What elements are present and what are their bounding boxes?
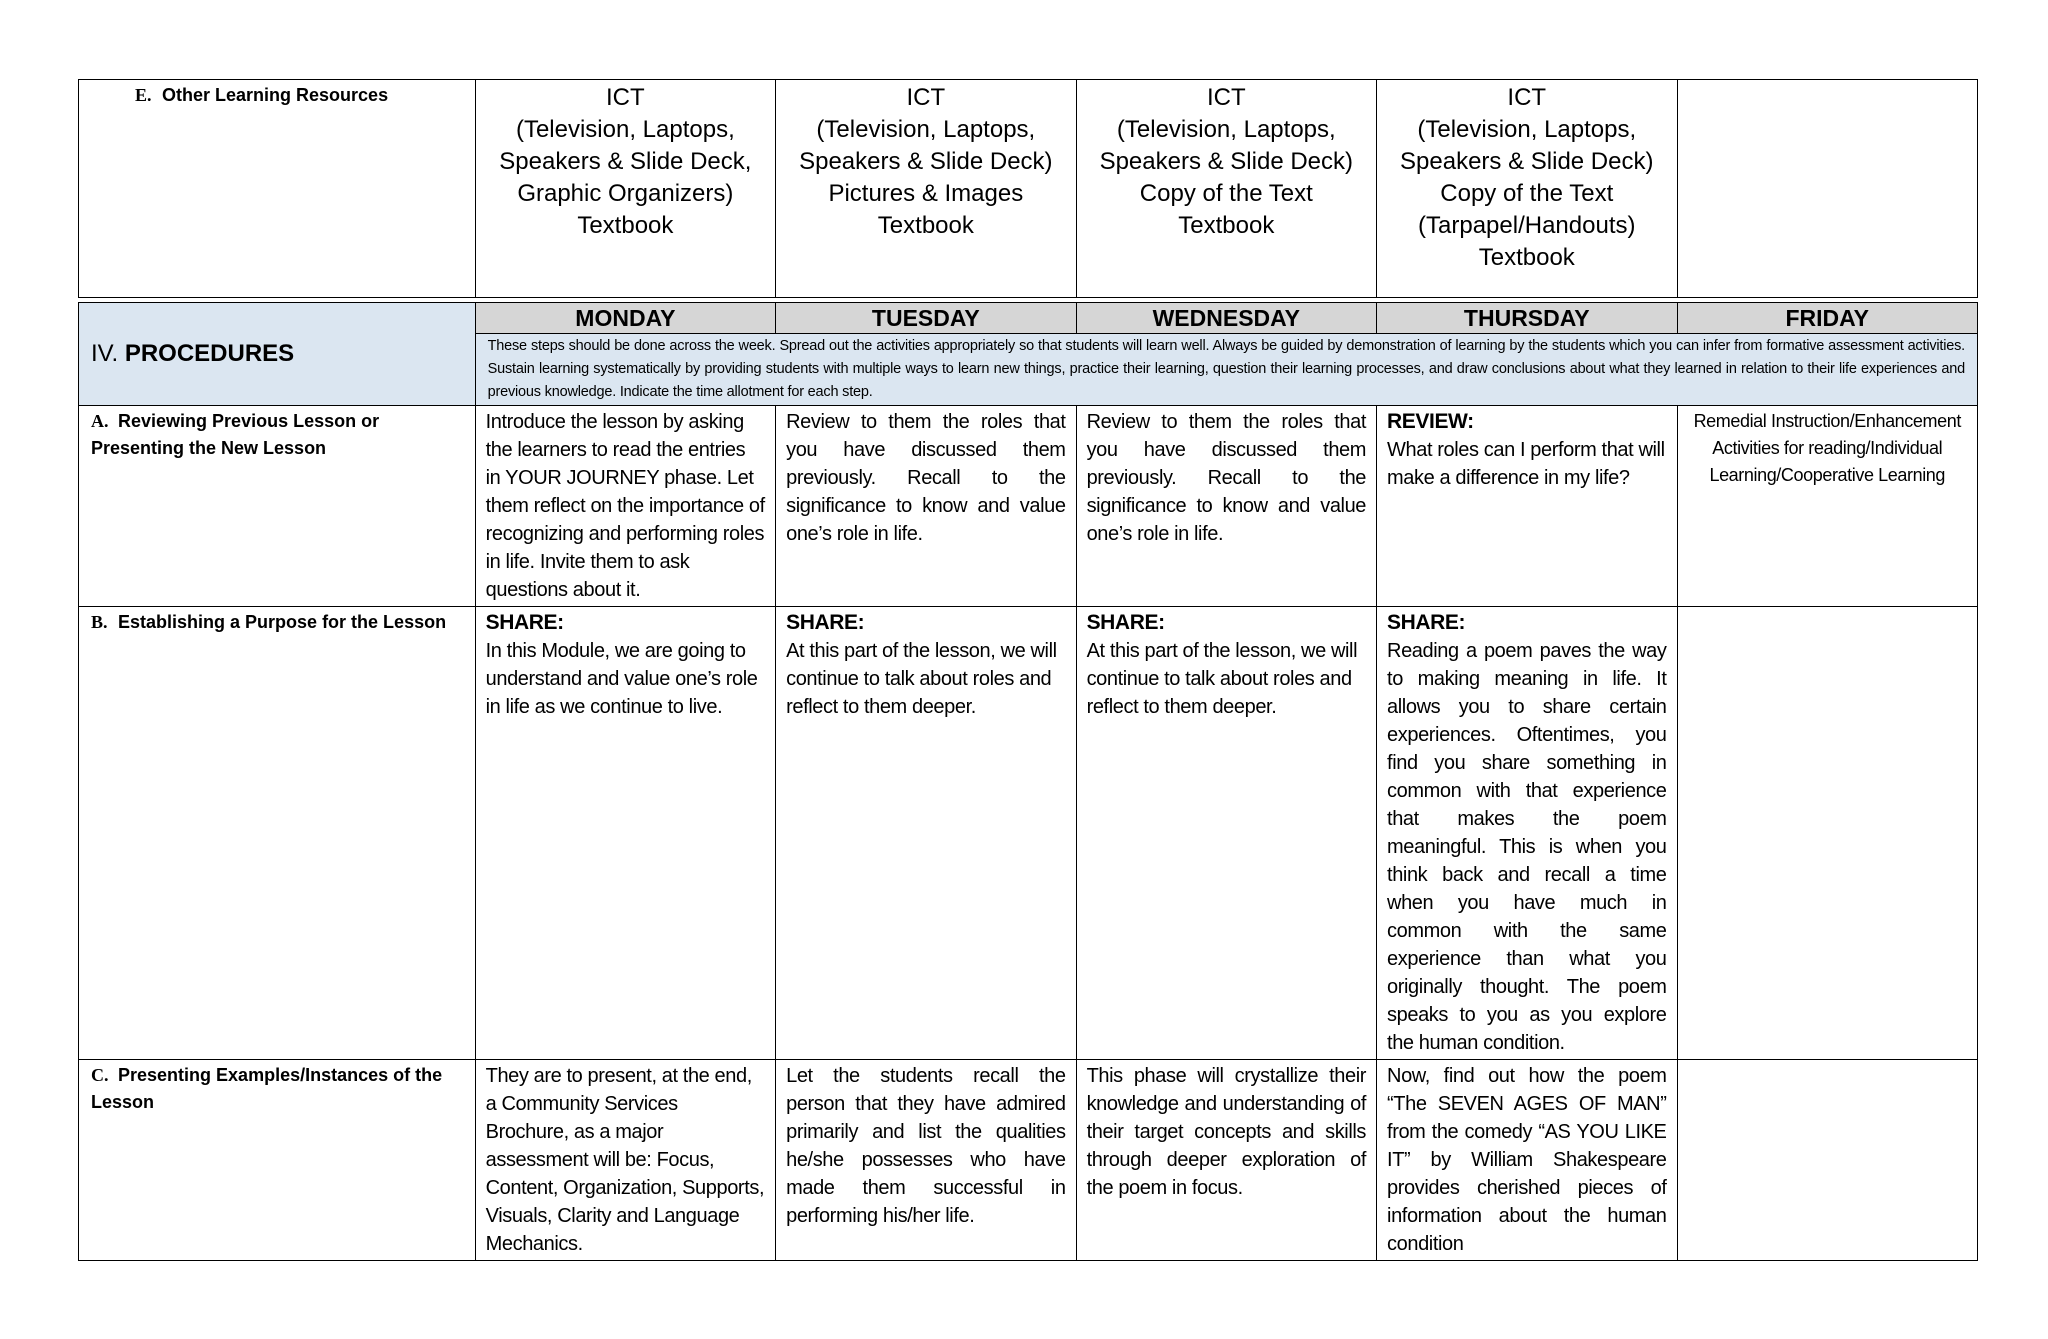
cell-text: They are to present, at the end, a Community Services Brochure, as a major assessment will be: Focus, Content, Organization, Supports, Visuals, Clarity and Language Mechanics.	[485, 1065, 765, 1255]
cell-wednesday	[1076, 1060, 1376, 1261]
cell-heading: SHARE:	[485, 611, 564, 634]
cell-text: Review to them the roles that you have discussed them previously. Recall to the significance to know and value one’s role in life.	[1086, 411, 1367, 545]
row-letter: C.	[91, 1065, 109, 1085]
procedures-heading	[79, 303, 476, 406]
procedure-row-c	[79, 1060, 1978, 1261]
cell-wednesday	[1076, 406, 1376, 607]
cell-text: At this part of the lesson, we will continue to talk about roles and reflect to them deeper.	[786, 640, 1057, 718]
cell-monday	[475, 1060, 775, 1261]
cell-monday	[475, 607, 775, 1060]
resources-text: ICT (Television, Laptops, Speakers & Slide Deck) Pictures & Images Textbook	[799, 84, 1053, 239]
row-label: Reviewing Previous Lesson or Presenting the New Lesson	[91, 411, 380, 458]
resources-friday	[1677, 80, 1978, 298]
cell-text: Remedial Instruction/Enhancement Activities for reading/Individual Learning/Cooperative Learning	[1693, 411, 1961, 485]
procedure-label-cell	[79, 607, 476, 1060]
cell-text: Now, find out how the poem “The SEVEN AGES OF MAN” from the comedy “AS YOU LIKE IT” by William Shakespeare provides cherished pieces of information about the human condition	[1387, 1065, 1667, 1255]
cell-tuesday	[776, 1060, 1076, 1261]
procedures-title: PROCEDURES	[124, 340, 295, 367]
procedure-label-cell	[79, 1060, 476, 1261]
procedure-row-b	[79, 607, 1978, 1060]
cell-tuesday	[776, 406, 1076, 607]
procedure-row-a	[79, 406, 1978, 607]
resources-row	[79, 80, 1978, 298]
procedures-numeral: IV.	[91, 340, 119, 367]
cell-heading: SHARE:	[786, 611, 865, 634]
cell-heading: SHARE:	[1387, 611, 1466, 634]
row-letter: A.	[91, 411, 109, 431]
row-label: Other Learning Resources	[162, 85, 389, 105]
lesson-plan-sheet	[78, 79, 1978, 1261]
cell-text: What roles can I perform that will make a difference in my life?	[1387, 439, 1665, 489]
day-header-monday: MONDAY	[475, 303, 775, 334]
resources-monday	[475, 80, 775, 298]
resources-thursday	[1377, 80, 1677, 298]
day-header-wednesday: WEDNESDAY	[1076, 303, 1376, 334]
cell-wednesday	[1076, 607, 1376, 1060]
resources-text: ICT (Television, Laptops, Speakers & Slide Deck) Copy of the Text Textbook	[1099, 84, 1354, 239]
procedure-label-cell	[79, 406, 476, 607]
cell-thursday	[1377, 607, 1677, 1060]
cell-thursday	[1377, 406, 1677, 607]
resources-text: ICT (Television, Laptops, Speakers & Slide Deck) Copy of the Text (Tarpapel/Handouts) Textbook	[1400, 84, 1654, 271]
cell-thursday	[1377, 1060, 1677, 1261]
lesson-plan-table	[78, 79, 1978, 1261]
cell-friday	[1677, 406, 1978, 607]
cell-text: In this Module, we are going to understand and value one’s role in life as we continue to live.	[485, 640, 758, 718]
procedures-note: These steps should be done across the week. Spread out the activities appropriately so that students will learn well. Always be guided by demonstration of learning by the students which you can infer from formative assessment activities. Sustain learning systematically by providing students with multiple ways to learn new things, practice their learning, question their learning processes, and draw conclusions about what they learned in relation to their life experiences and previous knowledge. Indicate the time allotment for each step.	[475, 334, 1977, 406]
day-header-friday: FRIDAY	[1677, 303, 1978, 334]
cell-text: Let the students recall the person that they have admired primarily and list the qualities he/she possesses who have made them successful in performing his/her life.	[786, 1065, 1066, 1227]
resources-wednesday	[1076, 80, 1376, 298]
day-header-thursday: THURSDAY	[1377, 303, 1677, 334]
cell-friday	[1677, 1060, 1978, 1261]
cell-heading: REVIEW:	[1387, 410, 1474, 433]
cell-friday	[1677, 607, 1978, 1060]
row-label: Establishing a Purpose for the Lesson	[118, 612, 447, 632]
cell-text: Reading a poem paves the way to making meaning in life. It allows you to share certain experiences. Oftentimes, you find you share something in common with that experience that makes the poem meaningful. This is when you think back and recall a time when you have much in common with the same experience than what you originally thought. The poem speaks to you as you explore the human condition.	[1387, 640, 1667, 1054]
row-letter: B.	[91, 612, 108, 632]
resources-text: ICT (Television, Laptops, Speakers & Slide Deck, Graphic Organizers) Textbook	[499, 84, 752, 239]
cell-text: This phase will crystallize their knowledge and understanding of their target concepts and skills through deeper exploration of the poem in focus.	[1086, 1065, 1367, 1199]
resources-label-cell	[79, 80, 476, 298]
cell-text: Introduce the lesson by asking the learners to read the entries in YOUR JOURNEY phase. Let them reflect on the importance of recognizing and performing roles in life. Invite them to ask questions about it.	[485, 411, 765, 601]
cell-text: Review to them the roles that you have discussed them previously. Recall to the significance to know and value one’s role in life.	[786, 411, 1066, 545]
procedures-day-row	[79, 303, 1978, 334]
cell-monday	[475, 406, 775, 607]
cell-text: At this part of the lesson, we will continue to talk about roles and reflect to them deeper.	[1086, 640, 1358, 718]
resources-tuesday	[776, 80, 1076, 298]
row-letter: E.	[135, 85, 152, 105]
row-label: Presenting Examples/Instances of the Lesson	[91, 1065, 443, 1112]
cell-tuesday	[776, 607, 1076, 1060]
cell-heading: SHARE:	[1086, 611, 1165, 634]
day-header-tuesday: TUESDAY	[776, 303, 1076, 334]
